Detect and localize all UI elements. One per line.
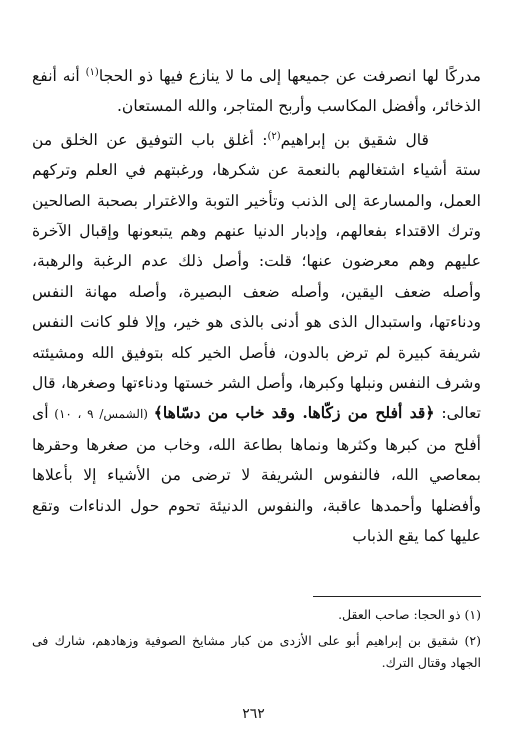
footnote-divider — [313, 596, 481, 597]
paragraph-2-text-b: : أغلق باب التوفيق عن الخلق من ستة أشياء اشتغالهم بالنعمة عن شكرها، ورغبتهم في العلم وتركهم العمل، والمسارعة إلى الذنب وتأخير التوبة والاغترار بصحبة الصالحين وترك الاقتداء بفعالهم، وإدبار الدنيا عنهم وهم يتبعونها وإقبال الآخرة عليهم وهم معرضون عنها؛ قلت: وأصل ذلك عدم الرغبة والرهبة، وأصله ضعف اليقين، وأصله ضعف البصيرة، وأصله مهانة النفس ودناءتها، واستبدال الذى هو أدنى بالذى هو خير، وإلا فلو كانت النفس شريفة كبيرة لم ترض بالدون، فأصل الخير كله بتوفيق الله ومشيئته وشرف النفس ونبلها وكبرها، وأصل الشر خستها ودناءتها وصغرها، قال تعالى: — [32, 130, 481, 423]
paragraph-2 — [32, 122, 481, 552]
paragraph-2-text-c: أى أفلح من كبرها وكثرها ونماها بطاعة الله، وخاب من صغرها وحقرها بمعاصي الله، فالنفوس الشريفة لا ترضى من الأشياء إلا بأعلاها وأفضلها وأحمدها عاقبة، والنفوس الدنيئة تحوم حول الدناءات وتقع عليها كما يقع الذباب — [32, 404, 481, 546]
paragraph-1-text-a: مدركًا لها انصرفت عن جميعها إلى ما لا ينازع فيها ذو الحجا — [98, 67, 481, 85]
verse-reference: (الشمس/ ٩ ، ١٠) — [48, 407, 154, 422]
page-number: ٢٦٢ — [242, 706, 265, 722]
footnote-marker-1: (١) — [85, 67, 99, 78]
main-text — [32, 58, 481, 552]
footnotes — [32, 604, 481, 674]
quran-verse: ﴿قد أفلح من زكّاها. وقد خاب من دسّاها﴾ — [153, 403, 435, 423]
footnote-2: (٢) شقيق بن إبراهيم أبو على الأزدى من كبار مشايخ الصوفية وزهادهم، شارك فى الجهاد وقتال الترك. — [32, 633, 481, 670]
paragraph-1 — [32, 58, 481, 122]
footnote-1: (١) ذو الحجا: صاحب العقل. — [338, 607, 481, 622]
paragraph-2-text-a: قال شقيق بن إبراهيم — [280, 130, 429, 149]
footnote-marker-2: (٢) — [267, 130, 281, 142]
paragraph-1-text-b: أنه أنفع الذخائر، وأفضل المكاسب وأربح المتاجر، والله المستعان. — [32, 67, 481, 116]
